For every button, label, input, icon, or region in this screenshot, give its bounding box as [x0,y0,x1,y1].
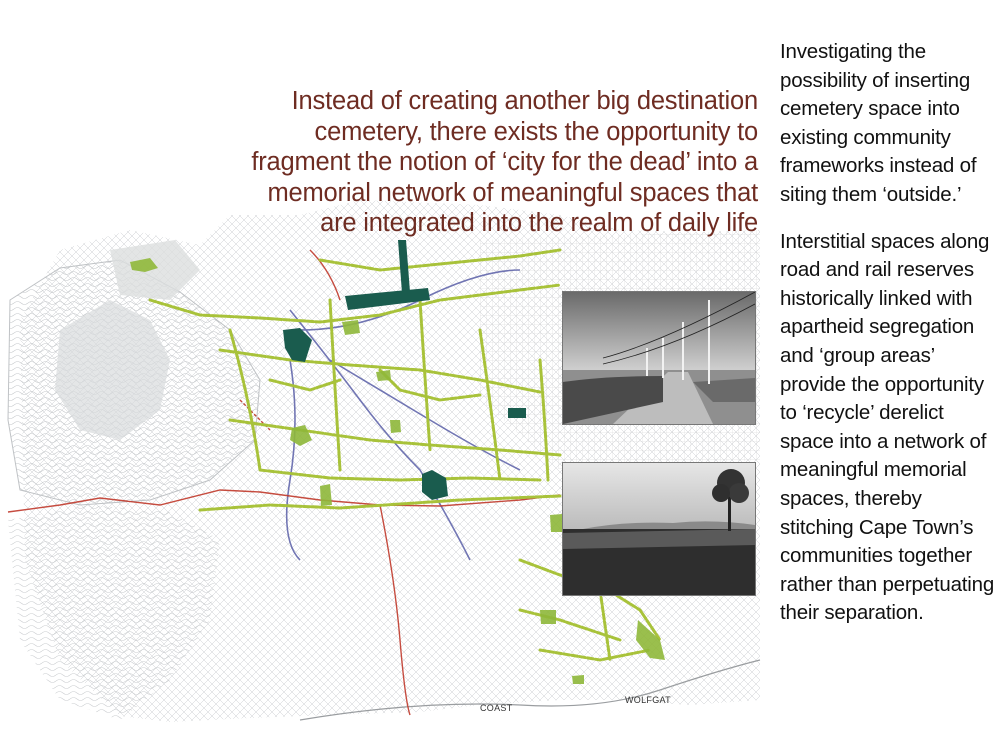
side-text [780,38,996,646]
map-label-wolfgat: WOLFGAT [625,695,671,705]
map-label-coast: COAST [480,703,513,713]
headline-statement: Instead of creating another big destination cemetery, there exists the opportunity to fragment the notion of ‘city for the dead’ into a memorial network of meaningful spaces that are integrated into the realm of daily life [251,87,758,237]
side-paragraph-interstitial: Interstitial spaces along road and rail reserves historically linked with apartheid segregation and ‘group areas’ provide the opportunity to ‘recycle’ derelict space into a network of meaningful memorial spaces, thereby stitching Cape Town’s communities together rather than perpetuating their separation. [780,229,995,625]
photo-open-field-mountain [562,462,756,596]
photo-rail-reserve [562,291,756,425]
side-paragraph-intro: Investigating the possibility of inserting cemetery space into existing community frameworks instead of siting them ‘outside.’ [780,40,977,206]
